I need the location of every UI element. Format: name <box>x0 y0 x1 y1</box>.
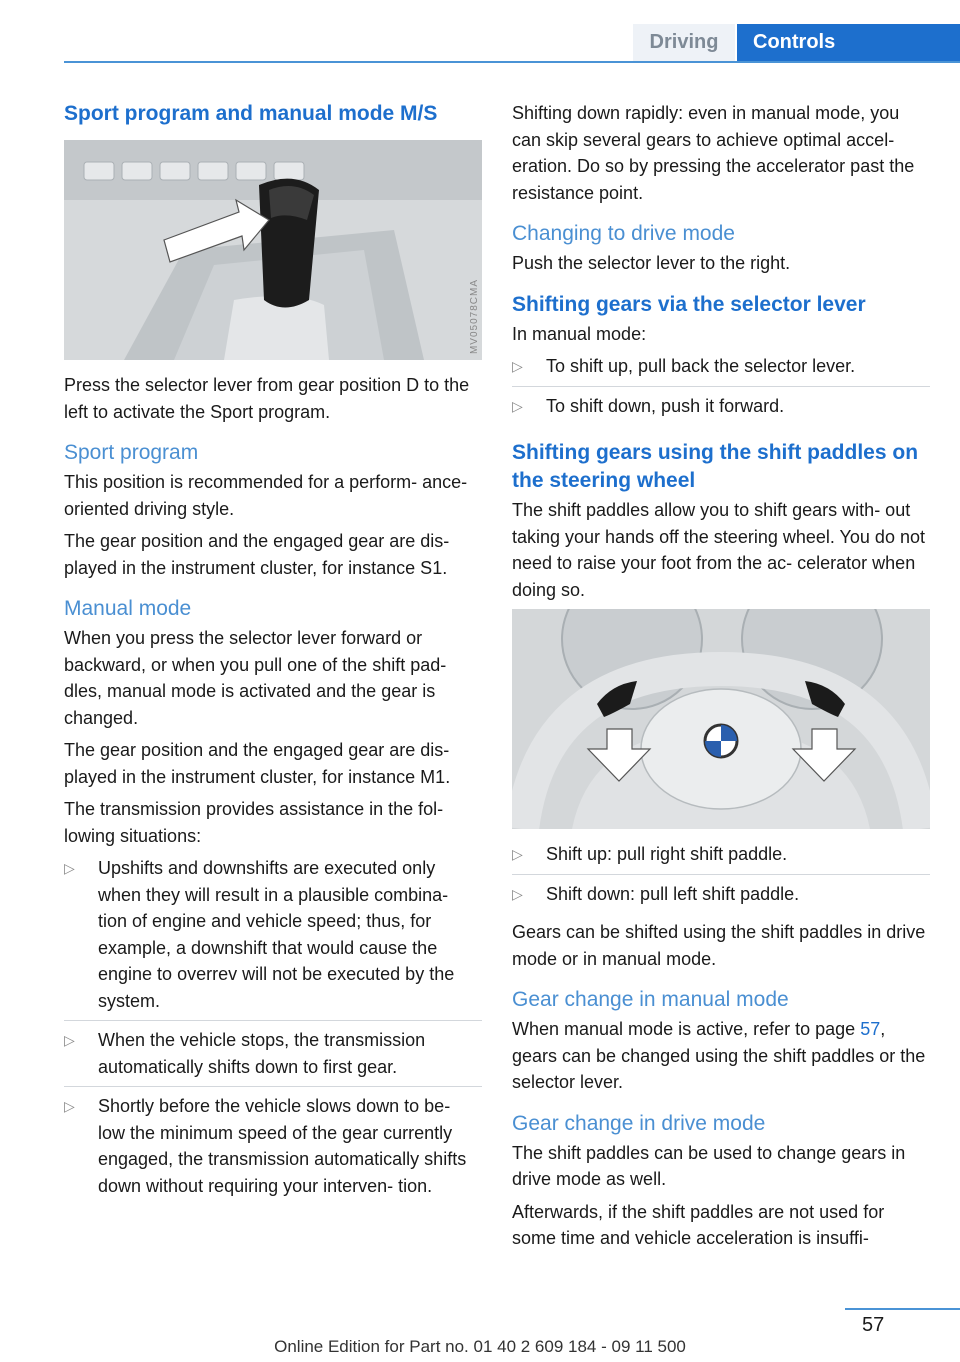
assistance-list <box>64 855 482 1205</box>
drive-mode-heading: Changing to drive mode <box>512 222 735 245</box>
selector-lever-figure <box>64 140 482 360</box>
triangle-bullet-icon: ▷ <box>64 860 75 876</box>
selector-lever-list <box>512 353 930 425</box>
list-item: ▷ Shortly before the vehicle slows down to be‐ low the minimum speed of the gear currently engaged, the transmission automatically shifts down without requiring your interven‐ tion. <box>64 1093 482 1205</box>
header-rule <box>64 61 960 63</box>
selector-lever-text: In manual mode: <box>512 323 647 344</box>
page-number: 57 <box>862 1314 885 1336</box>
paddle-list <box>512 841 930 913</box>
triangle-bullet-icon: ▷ <box>64 1032 75 1048</box>
gear-change-drive-text-2: Afterwards, if the shift paddles are not used for some time and vehicle acceleration is insuffi‐ <box>512 1201 885 1248</box>
list-item: ▷ Upshifts and downshifts are executed only when they will result in a plausible combina‐ tion of engine and vehicle speed; thus, for example, a downshift that would cause the engine to overrev will not be executed by the system. <box>64 855 482 1021</box>
sport-text-2: The gear position and the engaged gear are dis‐ played in the instrument cluster, for instance S1. <box>64 531 450 578</box>
header-tab-section: Driving <box>633 24 735 61</box>
rapid-downshift-text: Shifting down rapidly: even in manual mode, you can skip several gears to achieve optimal accel‐ eration. Do so by pressing the accelerator past the resistance point. <box>512 103 915 203</box>
gear-change-manual-text: When manual mode is active, refer to page 57, gears can be changed using the shift paddles or the selector lever. <box>512 1019 926 1092</box>
gear-change-drive-heading: Gear change in drive mode <box>512 1111 766 1135</box>
intro-text: Press the selector lever from gear position D to the left to activate the Sport program. <box>64 375 470 422</box>
triangle-bullet-icon: ▷ <box>512 358 523 374</box>
manual-text-2: The gear position and the engaged gear are dis‐ played in the instrument cluster, for instance M1. <box>64 740 451 787</box>
triangle-bullet-icon: ▷ <box>512 846 523 862</box>
list-item: ▷ When the vehicle stops, the transmission automatically shifts down to first gear. <box>64 1027 482 1087</box>
sport-program-heading: Sport program <box>64 441 199 464</box>
left-column <box>64 100 482 1211</box>
triangle-bullet-icon: ▷ <box>512 885 523 902</box>
gear-change-manual-heading: Gear change in manual mode <box>512 988 789 1011</box>
section-title: Sport program and manual mode M/S <box>64 102 438 125</box>
shift-paddles-text: The shift paddles allow you to shift gears with‐ out taking your hands off the steering wheel. You do not need to raise your foot from the ac‐ celerator when doing so. <box>512 500 925 600</box>
list-item: ▷ To shift up, pull back the selector lever. <box>512 353 930 387</box>
shift-paddles-text-2: Gears can be shifted using the shift paddles in drive mode or in manual mode. <box>512 922 926 969</box>
edition-footer: Online Edition for Part no. 01 40 2 609 184 - 09 11 500 <box>274 1337 686 1356</box>
shift-paddles-heading: Shifting gears using the shift paddles on the steering wheel <box>512 441 919 492</box>
list-item: ▷ Shift down: pull left shift paddle. <box>512 881 930 914</box>
page-reference-link[interactable]: 57 <box>860 1019 881 1039</box>
manual-text-3: The transmission provides assistance in the fol‐ lowing situations: <box>64 799 444 846</box>
list-item: ▷ To shift down, push it forward. <box>512 393 930 426</box>
sport-text-1: This position is recommended for a perform‐ ance-oriented driving style. <box>64 472 468 519</box>
gear-change-drive-text-1: The shift paddles can be used to change gears in drive mode as well. <box>512 1142 906 1189</box>
steering-wheel-illustration <box>512 609 930 829</box>
manual-mode-heading: Manual mode <box>64 597 192 620</box>
header-tab-chapter: Controls <box>737 24 960 61</box>
footer-rule <box>845 1308 960 1310</box>
triangle-bullet-icon: ▷ <box>512 397 523 414</box>
selector-lever-illustration <box>64 140 482 360</box>
triangle-bullet-icon: ▷ <box>64 1098 75 1114</box>
list-item: ▷ Shift up: pull right shift paddle. <box>512 841 930 875</box>
manual-text-1: When you press the selector lever forward or backward, or when you pull one of the shift pad‐ dles, manual mode is activated and the gear is changed. <box>64 628 447 728</box>
steering-wheel-figure <box>512 609 930 829</box>
selector-lever-heading: Shifting gears via the selector lever <box>512 292 866 316</box>
right-column <box>512 100 930 1258</box>
figure-code: MV05078CMA <box>469 278 480 354</box>
drive-mode-text: Push the selector lever to the right. <box>512 253 791 273</box>
